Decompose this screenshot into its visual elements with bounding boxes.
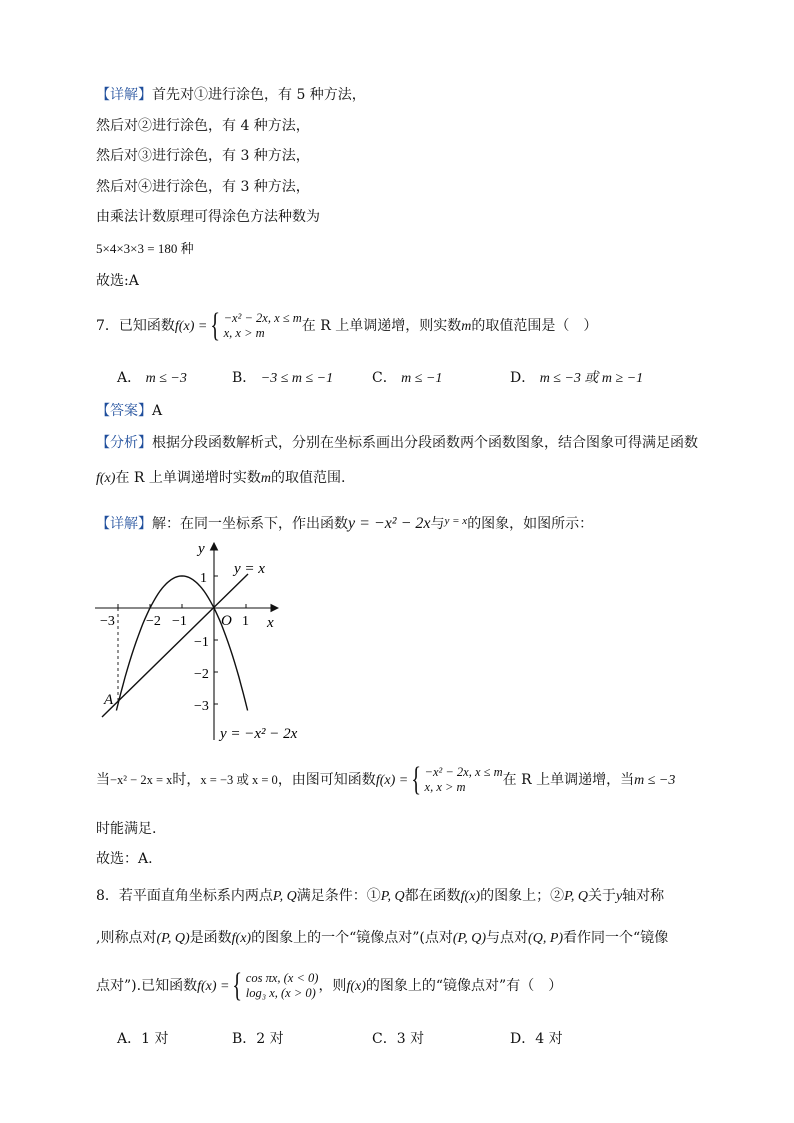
analysis-m: m <box>260 471 272 486</box>
q8-fx: f(x) = <box>197 979 230 994</box>
q8-case-1: cos πx, (x < 0) <box>245 971 319 985</box>
q8-text: 关于 <box>587 888 616 904</box>
detail-tag: 【详解】 <box>96 516 152 532</box>
after-case-1: −x² − 2x, x ≤ m <box>424 765 503 779</box>
option-letter: D． <box>510 1031 536 1047</box>
after-piecewise: { −x² − 2x, x ≤ m x, x > m <box>411 761 503 798</box>
y-tick-label: 1 <box>200 571 207 586</box>
q8-option-c[interactable] <box>372 1028 424 1048</box>
x-tick-label: −2 <box>146 614 161 629</box>
q7-analysis-1 <box>96 433 698 453</box>
q8-text: 看作同一个“镜像 <box>563 930 669 946</box>
p6-line-4: 然后对④进行涂色，有 3 种方法， <box>96 179 310 195</box>
analysis-text-3: 的取值范围. <box>271 470 346 486</box>
q7-stem-end: 的取值范围是（ ） <box>471 318 598 334</box>
q8-case-2: log₃ x, (x > 0) <box>245 986 316 1000</box>
q7-case-2: x, x > m <box>223 326 265 340</box>
q8-text: 都在函数 <box>404 888 461 904</box>
option-letter: B． <box>232 1031 257 1047</box>
option-text: 2 对 <box>256 1031 284 1047</box>
x-tick-label: 1 <box>242 614 249 629</box>
q8-option-d[interactable] <box>510 1028 563 1048</box>
after-text: 在 R 上单调递增，当 <box>502 772 635 788</box>
option-letter: C． <box>372 370 397 386</box>
q8-text: 的图象上；② <box>480 888 565 904</box>
p6-line-3: 然后对③进行涂色，有 3 种方法， <box>96 148 310 164</box>
option-letter: A． <box>117 1031 142 1047</box>
parabola-label: y = −x² − 2x <box>220 726 298 742</box>
after-text: ，由图可知函数 <box>277 772 376 788</box>
q8-text: 的图象上的“镜像点对”有（ ） <box>365 978 563 994</box>
q8-text: ,则称点对 <box>96 930 157 946</box>
y-tick-label: −1 <box>194 635 209 650</box>
detail-text-2: 的图象，如图所示： <box>467 516 594 532</box>
origin-label: O <box>221 613 232 629</box>
after-text: 时， <box>172 772 201 788</box>
after-roots: x = −3 或 x = 0 <box>200 773 278 787</box>
p6-choice: 故选:A <box>96 273 139 289</box>
q7-case-1: −x² − 2x, x ≤ m <box>223 311 302 325</box>
p6-formula: 5×4×3×3 = 180 种 <box>96 241 194 256</box>
q8-pair: (Q, P) <box>528 931 564 946</box>
y-tick-label: −2 <box>194 667 209 682</box>
q8-text: 8．若平面直角坐标系内两点 <box>96 888 273 904</box>
q8-fx: f(x) <box>460 889 481 904</box>
x-axis-label: x <box>267 615 274 631</box>
analysis-fx: f(x) <box>96 471 116 486</box>
q8-option-a[interactable] <box>117 1028 168 1048</box>
y-axis-label: y <box>198 541 205 557</box>
p6-line-2: 然后对②进行涂色，有 4 种方法， <box>96 118 310 134</box>
after-equation: −x² − 2x = x <box>110 773 173 787</box>
q8-fx: f(x) <box>346 979 366 994</box>
q8-line-2 <box>96 928 668 949</box>
q7-fx: f(x) = <box>174 319 208 334</box>
detail-line-eq: y = x <box>444 515 468 527</box>
q8-line-1 <box>96 886 664 907</box>
option-letter: A． <box>117 370 142 386</box>
x-tick-label: −3 <box>100 614 115 629</box>
q8-text: 与点对 <box>486 930 529 946</box>
q8-text: 点对”).已知函数 <box>96 978 198 994</box>
x-tick-label: −1 <box>172 614 187 629</box>
after-fx: f(x) = <box>375 773 409 788</box>
option-text: m ≤ −3 <box>145 371 187 386</box>
option-text: 4 对 <box>535 1031 563 1047</box>
option-text: m ≤ −1 <box>401 371 443 386</box>
q8-option-b[interactable] <box>232 1028 284 1048</box>
option-letter: D． <box>510 370 536 386</box>
q7-stem <box>96 308 597 345</box>
y-tick-label: −3 <box>194 699 209 714</box>
q8-text: 轴对称 <box>622 888 665 904</box>
option-text: 3 对 <box>396 1031 425 1047</box>
option-letter: C． <box>372 1031 397 1047</box>
line-y-equals-x <box>102 574 248 717</box>
q8-piecewise: { cos πx, (x < 0) log₃ x, (x > 0) <box>232 967 319 1004</box>
q7-detail-1 <box>96 511 593 534</box>
q7-choice: 故选：A. <box>96 851 153 867</box>
q7-option-b[interactable] <box>232 367 333 387</box>
q7-m: m <box>461 319 472 334</box>
function-graph <box>90 535 320 745</box>
point-a-label: A <box>104 692 114 708</box>
answer-tag: 【答案】 <box>96 403 152 419</box>
q7-option-a[interactable] <box>117 367 187 387</box>
q8-line-3 <box>96 966 562 1007</box>
q8-y: y <box>615 889 623 904</box>
q7-number: 7．已知函数 <box>96 318 175 334</box>
q7-option-d[interactable] <box>510 367 643 387</box>
answer-value: A <box>152 403 163 419</box>
line-label: y = x <box>234 561 265 577</box>
q7-option-c[interactable] <box>372 367 442 387</box>
q7-after-1 <box>96 760 675 801</box>
analysis-text-2: 在 R 上单调递增时实数 <box>115 470 261 486</box>
q8-pair: (P, Q) <box>156 931 190 946</box>
q8-text: 的图象上的一个“镜像点对”(点对 <box>251 930 453 946</box>
p6-text-1: 首先对①进行涂色，有 5 种方法， <box>152 87 366 103</box>
q8-pq: P, Q <box>272 889 297 904</box>
detail-parabola-eq: y = −x² − 2x <box>348 515 431 532</box>
analysis-text: 根据分段函数解析式，分别在坐标系画出分段函数两个函数图象，结合图象可得满足函数 <box>152 435 698 451</box>
detail-text: 解：在同一坐标系下，作出函数 <box>152 516 348 532</box>
after-text: 当 <box>96 772 110 788</box>
q8-text: 满足条件：① <box>296 888 381 904</box>
q8-pq: P, Q <box>380 889 405 904</box>
q8-text: 是函数 <box>189 930 232 946</box>
q7-answer <box>96 401 162 421</box>
q8-pair: (P, Q) <box>452 931 487 946</box>
detail-tag: 【详解】 <box>96 87 152 103</box>
q7-stem-tail: 在 R 上单调递增，则实数 <box>301 318 462 334</box>
q7-analysis-2 <box>96 468 345 489</box>
parabola-curve <box>116 576 247 711</box>
q7-piecewise: { −x² − 2x, x ≤ m x, x > m <box>210 307 302 344</box>
q8-fx: f(x) <box>231 931 252 946</box>
option-text: 1 对 <box>141 1031 169 1047</box>
detail-and: 与 <box>430 516 445 532</box>
p6-line-5: 由乘法计数原理可得涂色方法种数为 <box>96 209 320 225</box>
q8-pq: P, Q <box>564 889 588 904</box>
q7-after-2: 时能满足. <box>96 821 157 837</box>
option-text: m ≤ −3 或 m ≥ −1 <box>539 371 644 386</box>
analysis-tag: 【分析】 <box>96 435 152 451</box>
option-letter: B． <box>232 370 257 386</box>
q8-text: ，则 <box>318 978 347 994</box>
p6-line-1 <box>96 85 366 105</box>
after-case-2: x, x > m <box>424 780 466 794</box>
after-condition: m ≤ −3 <box>634 773 676 788</box>
option-text: −3 ≤ m ≤ −1 <box>260 371 334 386</box>
